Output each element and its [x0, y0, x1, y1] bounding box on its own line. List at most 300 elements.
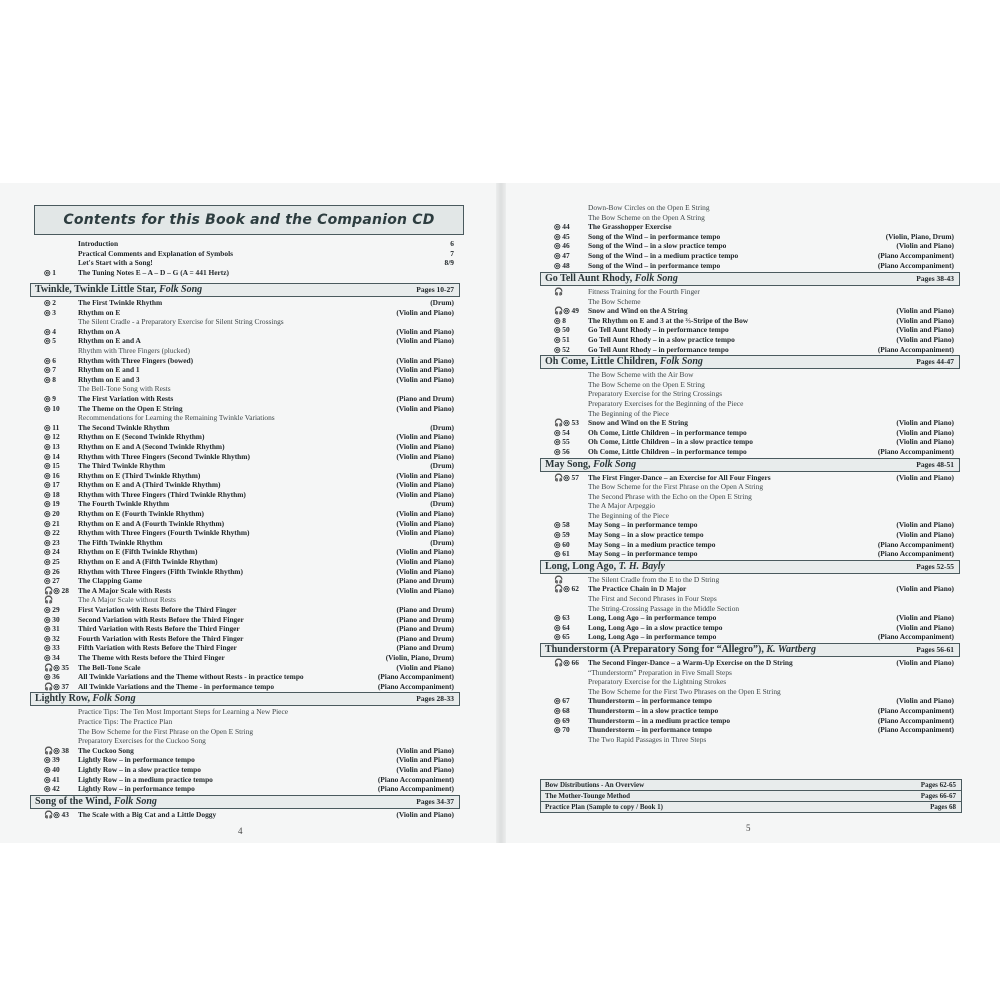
entry-title: Go Tell Aunt Rhody – in performance tempo	[588, 325, 729, 335]
entry-instrumentation: (Violin and Piano)	[396, 403, 454, 413]
track-number: ◎ 17	[44, 480, 60, 490]
track-number: 🎧	[554, 574, 564, 584]
track-number: ◎ 44	[554, 222, 570, 232]
contents-row	[30, 765, 460, 775]
contents-row	[30, 336, 460, 346]
contents-row	[540, 335, 960, 345]
entry-title: Rhythm on E and A (Second Twinkle Rhythm)	[78, 441, 225, 451]
contents-row	[30, 268, 460, 278]
entry-title: Preparatory Exercise for the String Crossings	[588, 389, 723, 399]
entry-title: Thunderstorm – in performance tempo	[588, 696, 712, 706]
entry-title: The First Finger-Dance – an Exercise for All Four Fingers	[588, 472, 771, 482]
contents-row	[540, 604, 960, 614]
entry-instrumentation: (Violin and Piano)	[396, 432, 454, 442]
track-number: ◎ 15	[44, 461, 60, 471]
track-number: ◎ 63	[554, 613, 570, 623]
track-number: ◎ 16	[44, 470, 60, 480]
entry-instrumentation: (Violin and Piano)	[896, 437, 954, 447]
entry-title: The Bow Scheme for the First Two Phrases on the Open E String	[588, 686, 781, 696]
contents-row	[30, 308, 460, 318]
entry-instrumentation: (Drum)	[430, 298, 454, 307]
entry-title: May Song – in performance tempo	[588, 520, 698, 530]
track-number: ◎ 21	[44, 518, 60, 528]
entry-instrumentation: (Piano Accompaniment)	[377, 672, 454, 682]
contents-row	[30, 643, 460, 653]
contents-row	[30, 423, 460, 433]
entry-title: The Bow Scheme	[588, 296, 641, 306]
section-title-text: Song of the Wind,	[35, 795, 114, 807]
contents-row	[540, 668, 960, 678]
track-number: 🎧◎ 38	[44, 745, 69, 755]
contents-row	[30, 576, 460, 586]
contents-row	[540, 549, 960, 559]
entry-title: The Silent Cradle from the E to the D String	[588, 574, 720, 584]
entry-instrumentation: (Violin and Piano)	[396, 585, 454, 595]
entry-instrumentation: (Drum)	[430, 461, 454, 471]
track-number: ◎ 45	[554, 231, 570, 241]
contents-row	[540, 213, 960, 223]
entry-title: The Scale with a Big Cat and a Little Doggy	[78, 809, 217, 819]
track-number: ◎ 3	[44, 307, 56, 317]
entry-instrumentation: (Violin and Piano)	[896, 306, 954, 316]
contents-row	[540, 325, 960, 335]
entry-title: Practice Tips: The Practice Plan	[78, 716, 173, 726]
entry-instrumentation: (Violin and Piano)	[396, 557, 454, 567]
entry-title: Long, Long Ago – in performance tempo	[588, 632, 717, 642]
entry-instrumentation: (Violin and Piano)	[896, 472, 954, 482]
track-number: 🎧	[554, 287, 564, 296]
entry-title: Rhythm with Three Fingers (Third Twinkle Rhythm)	[78, 489, 246, 499]
contents-row	[540, 287, 960, 297]
entry-instrumentation: (Violin and Piano)	[396, 809, 454, 819]
entry-instrumentation: (Violin and Piano)	[896, 241, 954, 251]
entry-title: The Bell-Tone Scale	[78, 662, 141, 672]
contents-row	[540, 613, 960, 623]
entry-instrumentation: (Piano Accompaniment)	[877, 725, 954, 735]
entry-title: The Bow Scheme for the First Phrase on the Open E String	[78, 726, 254, 736]
entry-instrumentation: (Drum)	[430, 499, 454, 509]
entry-instrumentation: (Violin and Piano)	[396, 336, 454, 346]
track-number: ◎ 58	[554, 520, 570, 530]
entry-title: Go Tell Aunt Rhody – in performance tempo	[588, 344, 729, 354]
entry-title: Recommendations for Learning the Remaining Twinkle Variations	[78, 413, 275, 423]
section-header	[540, 560, 960, 574]
entry-instrumentation: (Piano and Drum)	[396, 614, 454, 624]
entry-instrumentation: (Violin and Piano)	[896, 427, 954, 437]
entry-title: Introduction	[78, 239, 119, 248]
track-number: ◎ 59	[554, 530, 570, 540]
section-title	[35, 693, 136, 705]
contents-row	[30, 346, 460, 356]
entry-title: Rhythm on E (Third Twinkle Rhythm)	[78, 470, 201, 480]
track-number: ◎ 23	[44, 537, 60, 547]
entry-instrumentation: (Piano Accompaniment)	[877, 705, 954, 715]
entry-title: The Theme on the Open E String	[78, 403, 183, 413]
left-intro-list	[30, 239, 460, 277]
entry-title: Snow and Wind on the A String	[588, 306, 688, 316]
entry-instrumentation: (Violin, Piano, Drum)	[385, 652, 454, 662]
entry-instrumentation: (Piano Accompaniment)	[377, 681, 454, 691]
entry-instrumentation: (Violin and Piano)	[396, 755, 454, 765]
section-subtitle: Folk Song	[159, 284, 203, 295]
track-number: ◎ 6	[44, 355, 56, 365]
contents-row	[30, 356, 460, 366]
track-number: ◎ 29	[44, 605, 60, 614]
contents-row	[30, 509, 460, 519]
entry-title: Fourth Variation with Rests Before the Third Finger	[78, 633, 244, 643]
section-subtitle: Folk Song	[92, 693, 136, 705]
contents-row	[540, 389, 960, 399]
contents-row	[540, 658, 960, 668]
entry-title: Preparatory Exercise for the Lightning Strokes	[588, 677, 727, 687]
contents-row	[540, 399, 960, 409]
entry-title: Lightly Row – in a slow practice tempo	[78, 764, 201, 774]
track-number: ◎ 55	[554, 437, 570, 447]
entry-instrumentation: (Violin and Piano)	[396, 441, 454, 451]
section-pages: Pages 34-37	[416, 796, 454, 806]
entry-instrumentation: (Piano Accompaniment)	[377, 774, 454, 784]
sections-list	[30, 282, 460, 819]
entry-title: Rhythm on E	[78, 307, 121, 317]
contents-row	[30, 519, 460, 529]
entry-instrumentation: (Piano and Drum)	[396, 393, 454, 403]
entry-instrumentation: (Violin and Piano)	[896, 613, 954, 623]
contents-row	[30, 567, 460, 577]
page-number-right: 5	[746, 823, 751, 833]
entry-instrumentation: (Violin and Piano)	[396, 365, 454, 375]
section-title-text: Thunderstorm (A Preparatory Song for “Allegro”),	[545, 644, 767, 655]
entry-instrumentation: (Violin and Piano)	[396, 355, 454, 365]
entry-instrumentation: (Piano Accompaniment)	[877, 344, 954, 354]
contents-row	[540, 725, 960, 735]
entry-title: Fitness Training for the Fourth Finger	[588, 287, 700, 296]
appendix-entry	[540, 801, 962, 813]
entry-title: Rhythm on E (Second Twinkle Rhythm)	[78, 432, 205, 442]
track-number: ◎ 52	[554, 344, 570, 354]
left-page	[30, 183, 470, 843]
contents-row	[540, 687, 960, 697]
section-pages: Pages 38-43	[916, 274, 954, 283]
entry-title: The Practice Chain in D Major	[588, 584, 687, 594]
track-number: ◎ 42	[44, 784, 60, 794]
contents-row	[30, 663, 460, 673]
entry-instrumentation: (Violin and Piano)	[896, 325, 954, 335]
entry-title: “Thunderstorm” Preparation in Five Small Steps	[588, 667, 732, 677]
track-number: ◎ 41	[44, 774, 60, 784]
track-number: ◎ 12	[44, 432, 60, 442]
track-number: 🎧	[44, 595, 54, 605]
track-number: 🎧◎ 49	[554, 306, 579, 316]
track-number: 🎧◎ 62	[554, 584, 579, 594]
entry-title: The A Major Scale with Rests	[78, 585, 172, 595]
contents-row	[540, 297, 960, 307]
section-subtitle: Folk Song	[113, 795, 157, 807]
contents-row	[540, 316, 960, 326]
section-title	[545, 561, 665, 573]
entry-title: Rhythm on E and A (Fourth Twinkle Rhythm)	[78, 518, 225, 528]
contents-row	[30, 480, 460, 490]
track-number: ◎ 25	[44, 557, 60, 567]
contents-row	[30, 707, 460, 717]
contents-row	[30, 471, 460, 481]
contents-row	[540, 482, 960, 492]
entry-title: Oh Come, Little Children – in performance tempo	[588, 427, 747, 437]
entry-instrumentation: (Violin and Piano)	[396, 480, 454, 490]
contents-row	[30, 327, 460, 337]
entry-title: Third Variation with Rests Before the Third Finger	[78, 624, 240, 634]
contents-row	[540, 594, 960, 604]
right-page	[540, 183, 960, 843]
section-subtitle: K. Wartberg	[766, 644, 817, 655]
entry-title: The Bow Scheme with the Air Bow	[588, 370, 694, 380]
entry-instrumentation: (Piano and Drum)	[396, 605, 454, 614]
track-number: ◎ 36	[44, 672, 60, 682]
contents-row	[540, 735, 960, 745]
contents-row	[30, 298, 460, 308]
entry-title: Second Variation with Rests Before the Third Finger	[78, 614, 244, 624]
entry-title: The Tuning Notes E – A – D – G (A = 441 Hertz)	[78, 267, 230, 277]
entry-title: Lightly Row – in performance tempo	[78, 755, 195, 765]
contents-row	[30, 490, 460, 500]
entry-title: The Clapping Game	[78, 576, 143, 586]
entry-instrumentation: (Violin and Piano)	[396, 566, 454, 576]
track-number: ◎ 50	[554, 325, 570, 335]
track-number: ◎ 19	[44, 499, 60, 509]
contents-row	[540, 232, 960, 242]
track-number: 🎧◎ 37	[44, 681, 69, 691]
contents-row	[30, 547, 460, 557]
entry-title: The String-Crossing Passage in the Middle Section	[588, 603, 740, 613]
contents-row	[30, 624, 460, 634]
entry-instrumentation: (Violin and Piano)	[896, 315, 954, 325]
entry-title: The Grasshopper Exercise	[588, 222, 672, 232]
contents-row	[540, 677, 960, 687]
contents-row	[540, 575, 960, 585]
entry-title: The Bell-Tone Song with Rests	[78, 384, 171, 394]
contents-row	[30, 605, 460, 615]
section-header	[540, 643, 960, 657]
entry-instrumentation: (Piano Accompaniment)	[877, 549, 954, 559]
contents-row	[540, 706, 960, 716]
contents-row	[540, 623, 960, 633]
entry-title: Rhythm with Three Fingers (Fifth Twinkle Rhythm)	[78, 566, 243, 576]
section-pages: Pages 44-47	[916, 357, 954, 367]
entry-title: Rhythm on E (Fourth Twinkle Rhythm)	[78, 509, 205, 519]
track-number: ◎ 8	[554, 315, 566, 325]
section-title-text: Go Tell Aunt Rhody,	[545, 273, 635, 284]
section-pages: Pages 10-27	[416, 285, 454, 294]
contents-row	[540, 530, 960, 540]
entry-title: First Variation with Rests Before the Third Finger	[78, 605, 237, 614]
entry-title: Rhythm on E and A (Third Twinkle Rhythm)	[78, 480, 221, 490]
entry-title: Thunderstorm – in a medium practice tempo	[588, 715, 731, 725]
entry-title: The Theme with Rests before the Third Finger	[78, 652, 225, 662]
entry-title: Preparatory Exercises for the Beginning of the Piece	[588, 398, 744, 408]
entry-instrumentation: (Violin and Piano)	[396, 528, 454, 538]
track-number: 🎧◎ 57	[554, 472, 579, 482]
entry-title: The Bow Scheme on the Open A String	[588, 212, 705, 222]
entry-instrumentation: (Violin and Piano)	[896, 334, 954, 344]
track-number: ◎ 14	[44, 451, 60, 461]
contents-row	[540, 203, 960, 213]
contents-row	[540, 418, 960, 428]
track-number: ◎ 26	[44, 566, 60, 576]
entry-title: Practical Comments and Explanation of Symbols	[78, 248, 234, 258]
track-number: ◎ 11	[44, 422, 60, 432]
entry-title: Song of the Wind – in a medium practice tempo	[588, 250, 739, 260]
contents-row	[540, 306, 960, 316]
entry-title: Song of the Wind – in a slow practice tempo	[588, 241, 727, 251]
contents-row	[30, 586, 460, 596]
right-intro-list	[540, 203, 960, 270]
contents-row	[30, 384, 460, 394]
entry-instrumentation: 6	[450, 239, 454, 248]
section-subtitle: Folk Song	[593, 458, 637, 470]
contents-row	[540, 428, 960, 438]
entry-title: Snow and Wind on the E String	[588, 418, 688, 428]
section-pages: Pages 48-51	[916, 459, 954, 469]
track-number: ◎ 51	[554, 334, 570, 344]
entry-instrumentation: (Violin and Piano)	[396, 745, 454, 755]
contents-row	[30, 239, 460, 249]
track-number: ◎ 5	[44, 336, 56, 346]
contents-row	[30, 682, 460, 692]
entry-title: The Fourth Twinkle Rhythm	[78, 499, 170, 509]
entry-instrumentation: (Violin and Piano)	[396, 451, 454, 461]
track-number: ◎ 8	[44, 374, 56, 384]
contents-row	[540, 409, 960, 419]
entry-title: The Silent Cradle - a Preparatory Exercise for Silent String Crossings	[78, 317, 284, 327]
entry-instrumentation: (Violin and Piano)	[396, 509, 454, 519]
entry-title: The First Twinkle Rhythm	[78, 298, 163, 307]
entry-instrumentation: (Violin and Piano)	[396, 764, 454, 774]
contents-row	[540, 437, 960, 447]
contents-row	[540, 370, 960, 380]
entry-title: Practice Tips: The Ten Most Important Steps for Learning a New Piece	[78, 707, 289, 717]
track-number: ◎ 4	[44, 326, 56, 336]
entry-title: The Bow Scheme on the Open E String	[588, 379, 705, 389]
entry-title: The Second Twinkle Rhythm	[78, 422, 170, 432]
entry-title: The Fifth Twinkle Rhythm	[78, 537, 163, 547]
track-number: 🎧◎ 53	[554, 418, 579, 428]
entry-instrumentation: (Violin and Piano)	[396, 547, 454, 557]
track-number: ◎ 39	[44, 755, 60, 765]
entry-instrumentation: (Violin and Piano)	[396, 326, 454, 336]
track-number: ◎ 64	[554, 622, 570, 632]
contents-row	[30, 615, 460, 625]
appendix-label: Practice Plan (Sample to copy / Book 1)	[545, 803, 664, 811]
entry-instrumentation: (Piano Accompaniment)	[877, 539, 954, 549]
entry-instrumentation: (Piano Accompaniment)	[877, 632, 954, 642]
page-number-left: 4	[238, 826, 243, 836]
entry-title: The First and Second Phrases in Four Steps	[588, 594, 717, 604]
contents-row	[30, 413, 460, 423]
entry-title: May Song – in a medium practice tempo	[588, 539, 716, 549]
track-number: 🎧◎ 43	[44, 809, 69, 819]
entry-instrumentation: 7	[450, 248, 454, 258]
section-pages: Pages 28-33	[416, 694, 454, 704]
entry-instrumentation: (Violin and Piano)	[396, 489, 454, 499]
entry-title: Oh Come, Little Children – in a slow practice tempo	[588, 437, 753, 447]
contents-row	[540, 716, 960, 726]
track-number: ◎ 20	[44, 509, 60, 519]
entry-title: Rhythm on A	[78, 326, 121, 336]
entry-instrumentation: (Violin and Piano)	[896, 520, 954, 530]
section-header	[540, 355, 960, 369]
contents-row	[30, 736, 460, 746]
entry-title: The A Major Arpeggio	[588, 501, 656, 511]
entry-title: The Second Finger-Dance – a Warm-Up Exercise on the D String	[588, 658, 793, 667]
entry-instrumentation: (Violin and Piano)	[396, 662, 454, 672]
track-number: ◎ 54	[554, 427, 570, 437]
section-subtitle: T. H. Bayly	[618, 560, 665, 572]
contents-row	[30, 365, 460, 375]
contents-row	[30, 499, 460, 509]
entry-title: Long, Long Ago – in a slow practice tempo	[588, 622, 723, 632]
contents-row	[30, 727, 460, 737]
entry-title: Let's Start with a Song!	[78, 258, 153, 268]
appendix-pages: Pages 68	[930, 803, 956, 811]
section-header	[30, 692, 460, 706]
entry-title: Rhythm with Three Fingers (Second Twinkle Rhythm)	[78, 451, 250, 461]
entry-title: Rhythm on E and 1	[78, 365, 140, 375]
entry-title: All Twinkle Variations and the Theme without Rests - in practice tempo	[78, 672, 304, 682]
section-title-text: Lightly Row,	[35, 693, 93, 705]
entry-instrumentation: (Violin and Piano)	[896, 530, 954, 540]
entry-instrumentation: (Piano Accompaniment)	[377, 784, 454, 794]
entry-title: Song of the Wind – in performance tempo	[588, 260, 721, 270]
section-title	[545, 459, 636, 471]
entry-title: Song of the Wind – in performance tempo	[588, 231, 721, 241]
contents-row	[30, 672, 460, 682]
track-number: ◎ 48	[554, 260, 570, 270]
contents-row	[540, 540, 960, 550]
entry-title: Thunderstorm – in performance tempo	[588, 725, 712, 735]
entry-title: Go Tell Aunt Rhody – in a slow practice tempo	[588, 334, 735, 344]
entry-title: Lightly Row – in performance tempo	[78, 784, 195, 794]
entry-title: The Beginning of the Piece	[588, 510, 669, 520]
sections-list	[540, 271, 960, 744]
entry-instrumentation: (Piano Accompaniment)	[877, 260, 954, 270]
entry-title: May Song – in a slow practice tempo	[588, 530, 704, 540]
entry-title: The Third Twinkle Rhythm	[78, 461, 166, 471]
contents-row	[30, 784, 460, 794]
track-number: ◎ 7	[44, 365, 56, 375]
entry-instrumentation: (Drum)	[430, 422, 454, 432]
entry-title: The Second Phrase with the Echo on the Open E String	[588, 491, 752, 501]
section-subtitle: Folk Song	[634, 273, 678, 284]
contents-row	[30, 775, 460, 785]
track-number: ◎ 40	[44, 764, 60, 774]
track-number: ◎ 18	[44, 489, 60, 499]
contents-row	[30, 717, 460, 727]
track-number: ◎ 32	[44, 633, 60, 643]
contents-row	[30, 746, 460, 756]
track-number: ◎ 27	[44, 576, 60, 586]
track-number: ◎ 10	[44, 403, 60, 413]
contents-row	[540, 447, 960, 457]
track-number: ◎ 65	[554, 632, 570, 642]
entry-title: Lightly Row – in a medium practice tempo	[78, 774, 213, 784]
contents-row	[30, 404, 460, 414]
entry-title: The Two Rapid Passages in Three Steps	[588, 734, 707, 744]
contents-row	[30, 394, 460, 404]
contents-row	[540, 584, 960, 594]
section-header	[540, 458, 960, 472]
track-number: ◎ 1	[44, 267, 56, 277]
track-number: ◎ 61	[554, 549, 570, 559]
section-title-text: Long, Long Ago,	[545, 560, 619, 572]
